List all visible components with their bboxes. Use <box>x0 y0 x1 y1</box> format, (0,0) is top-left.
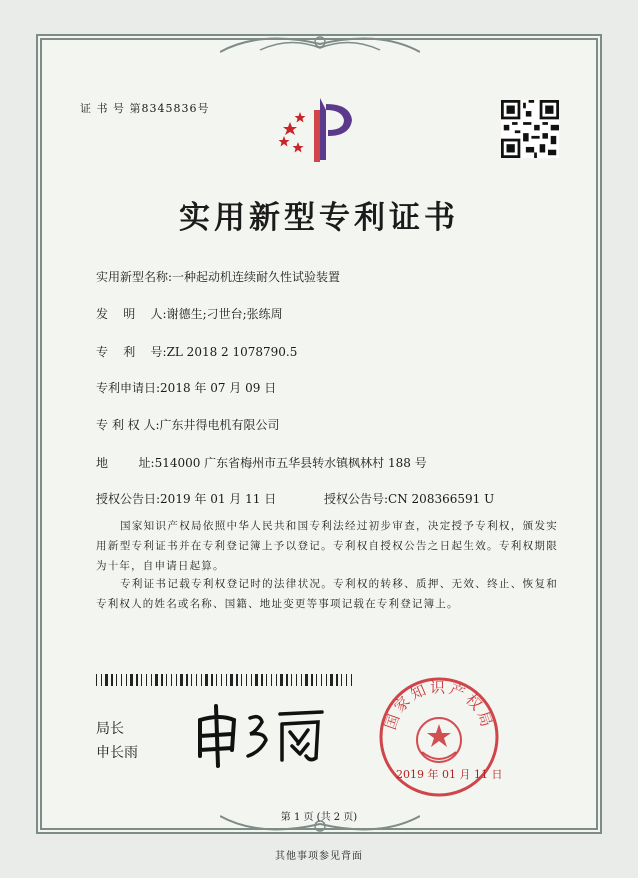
grant-date-label: 授权公告日: <box>96 492 161 506</box>
grant-number-row <box>324 490 494 507</box>
top-ornament <box>220 30 420 58</box>
certificate-number-value: 8345836 <box>141 102 198 115</box>
footer-note: 其他事项参见背面 <box>275 851 363 862</box>
page-number: 第 1 页 (共 2 页) <box>280 812 358 823</box>
address-row <box>96 454 427 471</box>
utility-model-name-row <box>96 268 340 285</box>
cnipa-logo <box>270 90 370 170</box>
grant-number-value: CN 208366591 U <box>388 492 495 506</box>
inventor-row <box>96 305 283 322</box>
certificate-number-suffix: 号 <box>197 102 210 115</box>
patent-number-value: ZL 2018 2 1078790.5 <box>166 345 298 359</box>
grant-number-label: 授权公告号: <box>324 492 389 506</box>
patentee-row <box>96 416 280 433</box>
name-value: 一种起动机连续耐久性试验装置 <box>172 270 341 284</box>
seal-text: 国家知识产权局 <box>381 678 497 732</box>
grant-date-value: 2019 年 01 月 11 日 <box>160 492 277 506</box>
application-date-label: 专利申请日: <box>96 381 161 395</box>
patent-number-label: 专 利 号: <box>96 345 167 359</box>
address-value: 514000 广东省梅州市五华县转水镇枫林村 188 号 <box>154 456 427 470</box>
grant-paragraph: 国家知识产权局依照中华人民共和国专利法经过初步审查，决定授予专利权，颁发实用新型专利证书并在专利登记簿上予以登记。专利权自授权公告之日起生效。专利权期限为十年，自申请日起算。 <box>96 520 558 572</box>
name-label: 实用新型名称: <box>96 270 173 284</box>
director-name: 申长雨 <box>96 745 138 761</box>
barcode <box>96 674 352 686</box>
address-label: 地 址: <box>96 456 155 470</box>
handwritten-signature <box>190 700 330 768</box>
director-title: 局长 <box>96 721 124 737</box>
patent-number-row <box>96 343 297 360</box>
application-date-row <box>96 379 276 396</box>
certificate-title: 实用新型专利证书 <box>179 200 459 236</box>
certificate-number <box>80 100 210 116</box>
grant-date-row <box>96 490 276 507</box>
inventor-value: 谢德生;刁世台;张练周 <box>166 307 283 321</box>
inventor-label: 发 明 人: <box>96 307 167 321</box>
legal-status-paragraph: 专利证书记载专利权登记时的法律状况。专利权的转移、质押、无效、终止、恢复和专利权人的姓名或名称、国籍、地址变更等事项记载在专利登记簿上。 <box>96 578 558 610</box>
certificate-number-label: 证 书 号 第 <box>80 102 142 115</box>
patentee-label: 专 利 权 人: <box>96 418 160 432</box>
seal-date: 2019 年 01 月 11 日 <box>396 768 503 781</box>
application-date-value: 2018 年 07 月 09 日 <box>160 381 277 395</box>
patentee-value: 广东井得电机有限公司 <box>159 418 280 432</box>
qr-code <box>501 100 559 158</box>
